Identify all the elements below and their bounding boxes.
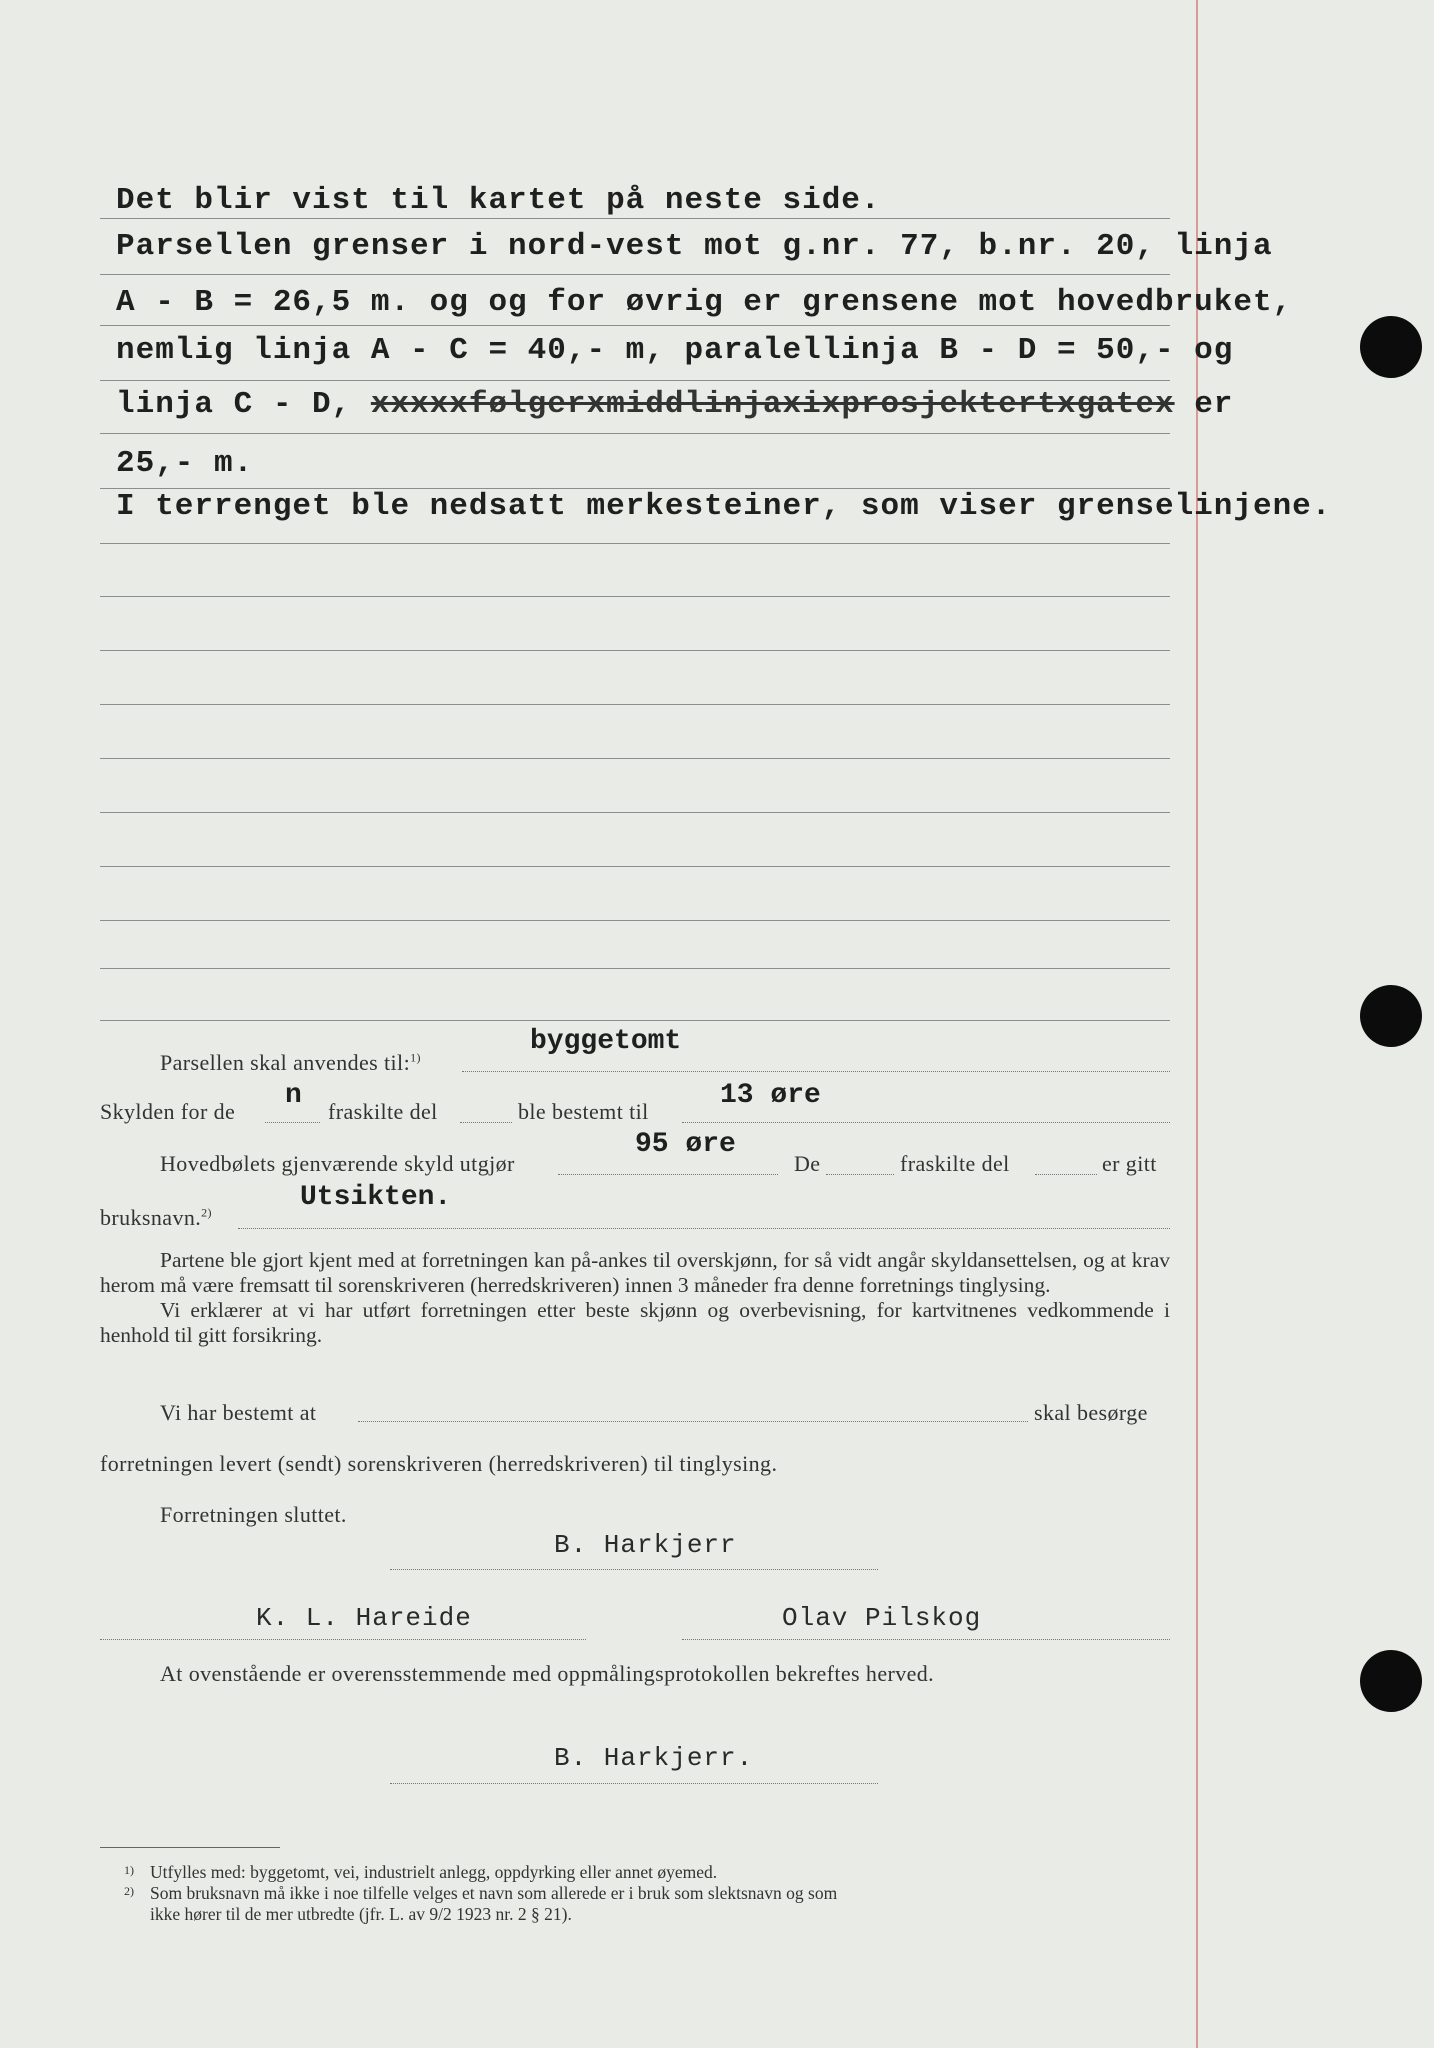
signature-line (390, 1568, 878, 1570)
ruled-line (100, 218, 1170, 219)
line-prefix: linja C - D, (116, 387, 352, 422)
sluttet-text: Forretningen sluttet. (160, 1502, 347, 1527)
hovedbolets-label: Hovedbølets gjenværende skyld utgjør (160, 1151, 515, 1176)
footnote-1: Utfylles med: byggetomt, vei, industrielt anlegg, oppdyrking eller annet øyemed. (150, 1862, 718, 1882)
typed-line: 25,- m. (116, 446, 254, 481)
dotted-field (682, 1121, 1170, 1123)
typed-line: I terrenget ble nedsatt merkesteiner, som viser grenselinjene. (116, 489, 1332, 524)
line-suffix: er (1194, 387, 1234, 422)
punch-hole (1360, 316, 1422, 378)
ruled-line (100, 758, 1170, 759)
ruled-line (100, 1020, 1170, 1021)
punch-hole (1360, 985, 1422, 1047)
ruled-line (100, 433, 1170, 434)
dotted-field (238, 1227, 1170, 1229)
ruled-line (100, 920, 1170, 921)
dotted-field (826, 1173, 894, 1175)
dotted-field (558, 1173, 778, 1175)
dotted-field (1035, 1173, 1097, 1175)
signature-right: Olav Pilskog (782, 1603, 982, 1633)
typed-line: Parsellen grenser i nord-vest mot g.nr. 77, b.nr. 20, linja (116, 229, 1273, 264)
fraskilte-del-label-2: fraskilte del (900, 1151, 1010, 1176)
signature-line (100, 1638, 586, 1640)
ruled-line (100, 704, 1170, 705)
bestemt-til-label: ble bestemt til (518, 1099, 649, 1124)
besorge-prefix: Vi har bestemt at (160, 1400, 317, 1425)
de-label: De (794, 1151, 821, 1176)
dotted-field (265, 1121, 320, 1123)
besorge-line2: forretningen levert (sendt) sorenskriveren (herredskriveren) til tinglysing. (100, 1451, 778, 1476)
ruled-line (100, 325, 1170, 326)
bruksnavn-value: Utsikten. (300, 1182, 452, 1213)
ruled-line (100, 812, 1170, 813)
footnote-mark: 1) (124, 1863, 134, 1877)
ruled-line (100, 274, 1170, 275)
dotted-field (460, 1121, 512, 1123)
signature-left: K. L. Hareide (256, 1603, 472, 1633)
signature-final: B. Harkjerr. (554, 1743, 754, 1773)
ruled-line (100, 968, 1170, 969)
paragraph-erklaering: Vi erklærer at vi har utført forretningen etter beste skjønn og overbevisning, for kartvitnenes vedkommende i henhold til gitt forsikring. (100, 1298, 1170, 1347)
struck-out-text: xxxxxfølgerxmiddlinjaxixprosjektertxgatex (370, 387, 1175, 422)
er-gitt-label: er gitt (1102, 1151, 1157, 1176)
typed-line: A - B = 26,5 m. og og for øvrig er grensene mot hovedbruket, (116, 285, 1293, 320)
ruled-line (100, 380, 1170, 381)
typed-line-with-strikeout (116, 387, 1233, 422)
signature-line (682, 1638, 1170, 1640)
certification-text: At ovenstående er overensstemmende med oppmålingsprotokollen bekreftes herved. (160, 1661, 935, 1686)
ruled-line (100, 596, 1170, 597)
ruled-line (100, 543, 1170, 544)
typed-line: Det blir vist til kartet på neste side. (116, 183, 881, 218)
punch-hole (1360, 1650, 1422, 1712)
anvendes-label: Parsellen skal anvendes til:$^{1)}$ (160, 1050, 421, 1075)
fraskilte-del-label: fraskilte del (328, 1099, 438, 1124)
paragraph-overskjonn: Partene ble gjort kjent med at forretningen kan på-ankes til overskjønn, for så vidt angår skyldansettelsen, og at krav herom må være fremsatt til sorenskriveren (herredskriveren) innen 3 måneder fra denne forretnings tinglysing. (100, 1248, 1170, 1297)
ruled-line (100, 650, 1170, 651)
besorge-suffix: skal besørge (1034, 1400, 1148, 1425)
body-paragraphs (100, 1248, 1170, 1348)
skylden-label: Skylden for de (100, 1099, 236, 1124)
footnote-separator (100, 1847, 280, 1848)
hovedbolets-value: 95 øre (635, 1129, 736, 1160)
footnote-mark: 2) (124, 1884, 134, 1898)
signature-top: B. Harkjerr (554, 1530, 737, 1560)
dotted-field (462, 1070, 1170, 1072)
skyld-value: 13 øre (720, 1080, 821, 1111)
dotted-field (358, 1420, 1028, 1422)
anvendes-value: byggetomt (530, 1026, 682, 1057)
signature-line (390, 1782, 878, 1784)
bruksnavn-label: bruksnavn.$^{2)}$ (100, 1205, 212, 1230)
typed-line: nemlig linja A - C = 40,- m, paralellinja B - D = 50,- og (116, 333, 1234, 368)
ruled-line (100, 866, 1170, 867)
skylden-suffix: n (285, 1080, 302, 1111)
footnote-2-cont: ikke hører til de mer utbredte (jfr. L. av 9/2 1923 nr. 2 § 21). (150, 1904, 572, 1924)
footnote-2: Som bruksnavn må ikke i noe tilfelle velges et navn som allerede er i bruk som slektsnavn og som (150, 1883, 838, 1903)
